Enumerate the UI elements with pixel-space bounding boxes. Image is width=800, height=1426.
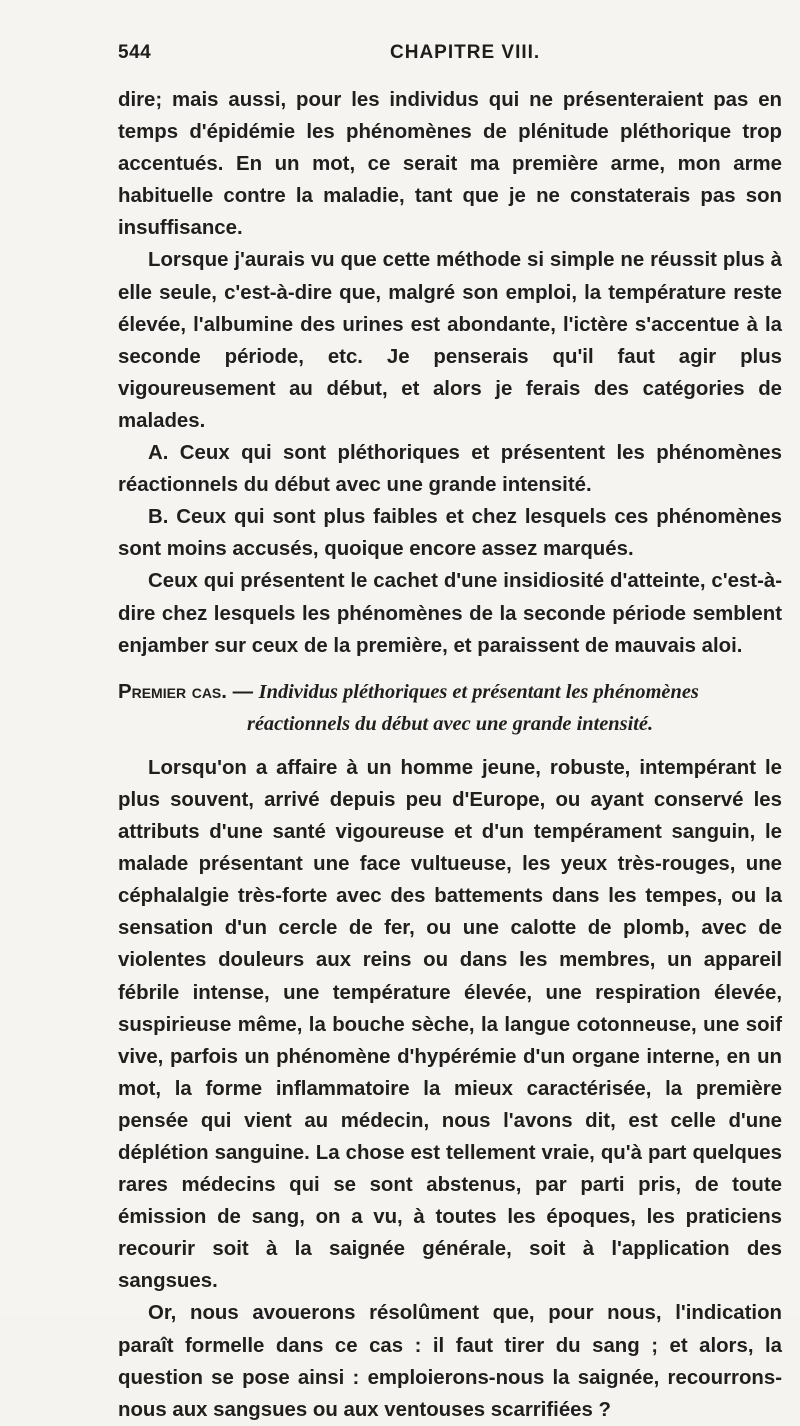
paragraph-2: Lorsque j'aurais vu que cette méthode si simple ne réussit plus à elle seule, c'est-à-dire que, malgré son emploi, la température reste élevée, l'albumine des urines est abondante, l'ictère s'accentue à la seconde période, etc. Je penserais qu'il faut agir plus vigoureusement au début, et alors je ferais des catégories de malades. [118,249,782,432]
page-number: 544 [118,42,152,63]
case-title-line1: Individus pléthoriques et présentant les phénomènes [258,680,699,703]
body-text [118,84,782,1426]
paragraph-1: dire; mais aussi, pour les individus qui ne présenteraient pas en temps d'épidémie les phénomènes de plénitude pléthorique trop accentués. En un mot, ce serait ma première arme, mon arme habituelle contre la maladie, tant que je ne constaterais pas son insuffisance. [118,89,782,240]
page-header [118,42,778,72]
paragraph-category-a: A. Ceux qui sont pléthoriques et présentent les phénomènes réactionnels du début avec une grande intensité. [118,442,782,497]
paragraph-category-c: Ceux qui présentent le cachet d'une insidiosité d'atteinte, c'est-à-dire chez lesquels les phénomènes de la seconde période semblent enjamber sur ceux de la première, et paraissent de mauvais aloi. [118,570,782,657]
case-heading [118,676,782,740]
case-label: Premier cas. — [118,680,253,703]
paragraph-6: Lorsqu'on a affaire à un homme jeune, robuste, intempérant le plus souvent, arrivé depuis peu d'Europe, ou ayant conservé les attributs d'une santé vigoureuse et d'un tempérament sanguin, le malade présentant une face vultueuse, les yeux très-rouges, une céphalalgie très-forte avec des battements dans les tempes, ou la sensation d'un cercle de fer, ou une calotte de plomb, avec de violentes douleurs aux reins ou dans les membres, un appareil fébrile intense, une température élevée, une respiration élevée, suspirieuse même, la bouche sèche, la langue cotonneuse, une soif vive, parfois un phénomène d'hypérémie d'un organe interne, en un mot, la forme inflammatoire la mieux caractérisée, la première pensée qui vient au médecin, nous l'avons dit, est celle d'une déplétion sanguine. La chose est tellement vraie, qu'à part quelques rares médecins qui se sont abstenus, par parti pris, de toute émission de sang, on a vu, à toutes les époques, les praticiens recourir soit à la saignée générale, soit à l'application des sangsues. [118,756,782,1293]
paragraph-category-b: B. Ceux qui sont plus faibles et chez lesquels ces phénomènes sont moins accusés, quoique encore assez marqués. [118,506,782,561]
running-title: CHAPITRE VIII. [390,42,541,63]
case-title-line2: réactionnels du début avec une grande intensité. [246,712,654,735]
paragraph-7: Or, nous avouerons résolûment que, pour nous, l'indication paraît formelle dans ce cas : il faut tirer du sang ; et alors, la question se pose ainsi : emploierons-nous la saignée, recourrons-nous aux sangsues ou aux ventouses scarrifiées ? [118,1302,782,1421]
